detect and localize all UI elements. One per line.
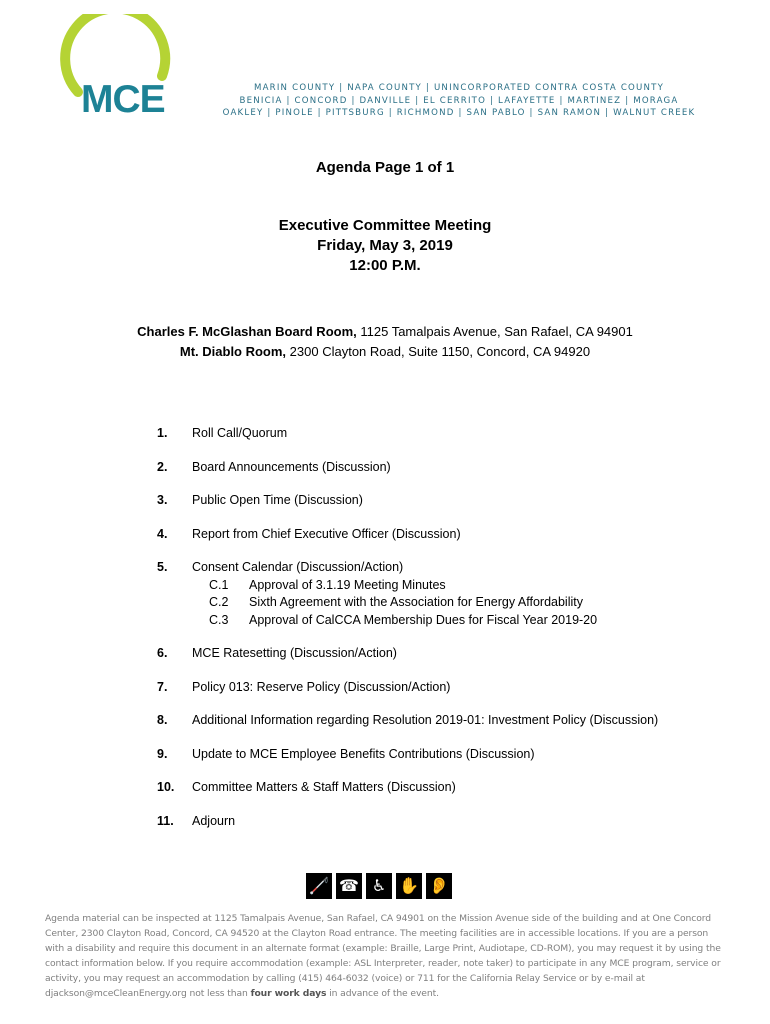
locales-line: MARIN COUNTY | NAPA COUNTY | UNINCORPORATED CONTRA COSTA COUNTY	[253, 83, 665, 93]
agenda-item	[157, 712, 717, 730]
blind-cane-icon: 🦯	[306, 873, 332, 899]
agenda-item	[157, 526, 717, 544]
item-title: Adjourn	[192, 813, 236, 828]
item-title: Policy 013: Reserve Policy (Discussion/Action)	[192, 679, 451, 694]
agenda-item	[157, 679, 717, 697]
mce-logo: MCE	[81, 78, 165, 121]
agenda-item	[157, 779, 717, 797]
location-line	[0, 342, 770, 362]
room-address: 2300 Clayton Road, Suite 1150, Concord, CA 94920	[286, 344, 591, 359]
agenda-item	[157, 559, 717, 629]
item-title: Additional Information regarding Resolution 2019-01: Investment Policy (Discussion)	[192, 713, 659, 727]
subitem-title: Sixth Agreement with the Association for Energy Affordability	[249, 595, 583, 609]
consent-subitem	[192, 612, 717, 630]
notice-bold: four work days	[250, 988, 327, 999]
item-title: Roll Call/Quorum	[192, 426, 288, 440]
item-number: 11.	[157, 813, 174, 828]
accessibility-notice	[45, 911, 725, 1001]
subitem-number: C.2	[209, 595, 229, 609]
subitem-title: Approval of 3.1.19 Meeting Minutes	[249, 577, 446, 592]
agenda-page-label: Agenda Page 1 of 1	[315, 159, 455, 176]
item-number: 6.	[157, 646, 168, 660]
item-number: 3.	[157, 493, 168, 507]
room-name: Mt. Diablo Room,	[179, 344, 287, 359]
item-number: 5.	[157, 560, 168, 574]
room-address: 1125 Tamalpais Avenue, San Rafael, CA 94901	[356, 324, 633, 339]
agenda-item	[157, 746, 717, 764]
wheelchair-icon: ♿	[366, 873, 392, 899]
service-area-list	[196, 82, 722, 120]
item-number: 10.	[157, 780, 175, 794]
locales-line: BENICIA | CONCORD | DANVILLE | EL CERRITO | LAFAYETTE | MARTINEZ | MORAGA	[239, 95, 679, 106]
meeting-time: 12:00 P.M.	[349, 257, 421, 274]
sign-language-icon: ✋	[396, 873, 422, 899]
notice-tail: in advance of the event.	[326, 988, 439, 999]
meeting-date: Friday, May 3, 2019	[317, 237, 453, 254]
item-title: Update to MCE Employee Benefits Contributions (Discussion)	[192, 746, 535, 761]
consent-subitem	[192, 577, 717, 595]
agenda-item	[157, 492, 717, 510]
meeting-title: Executive Committee Meeting	[278, 217, 492, 234]
agenda-item	[157, 645, 717, 663]
item-title: Report from Chief Executive Officer (Discussion)	[192, 526, 461, 541]
hearing-assist-icon: 👂	[426, 873, 452, 899]
agenda-items	[157, 425, 717, 846]
subitem-number: C.1	[209, 577, 229, 592]
item-title: Board Announcements (Discussion)	[192, 459, 391, 474]
locales-line: OAKLEY | PINOLE | PITTSBURG | RICHMOND | SAN PABLO | SAN RAMON | WALNUT CREEK	[222, 108, 696, 118]
item-title: Public Open Time (Discussion)	[192, 493, 363, 507]
consent-subitem	[192, 594, 717, 612]
agenda-item	[157, 813, 717, 831]
item-number: 7.	[157, 679, 168, 694]
tty-icon: ☎	[336, 873, 362, 899]
location-line	[0, 322, 770, 342]
item-title: Committee Matters & Staff Matters (Discussion)	[192, 780, 456, 794]
item-number: 8.	[157, 713, 168, 727]
subitem-title: Approval of CalCCA Membership Dues for Fiscal Year 2019-20	[249, 612, 598, 627]
agenda-item	[157, 425, 717, 443]
agenda-item	[157, 459, 717, 477]
accessibility-icons	[306, 873, 452, 899]
item-title: MCE Ratesetting (Discussion/Action)	[192, 646, 397, 660]
item-number: 9.	[157, 746, 168, 761]
item-number: 2.	[157, 459, 168, 474]
item-number: 4.	[157, 526, 168, 541]
item-title: Consent Calendar (Discussion/Action)	[192, 560, 404, 574]
title-block	[0, 158, 770, 276]
room-name: Charles F. McGlashan Board Room,	[137, 324, 357, 339]
item-number: 1.	[157, 426, 168, 440]
notice-text: Agenda material can be inspected at 1125 Tamalpais Avenue, San Rafael, CA 94901 on the Mission Avenue side of the building and at One Concord Center, 2300 Clayton Road, Concord, CA 94520 at the Clayton Road entrance. The meeting facilities are in accessible locations. If you are a person with a disability and require this document in an alternate format (example: Braille, Large Print, Audiotape, CD-ROM), you may request it by using the contact information below. If you require accommodation (example: ASL Interpreter, reader, note taker) to participate in any MCE program, service or activity, you may request an accommodation by calling (415) 464-6032 (voice) or 711 for the California Relay Service or by e-mail at djackson@mceCleanEnergy.org not less than	[45, 913, 721, 999]
meeting-locations	[0, 322, 770, 362]
subitem-number: C.3	[209, 612, 229, 627]
